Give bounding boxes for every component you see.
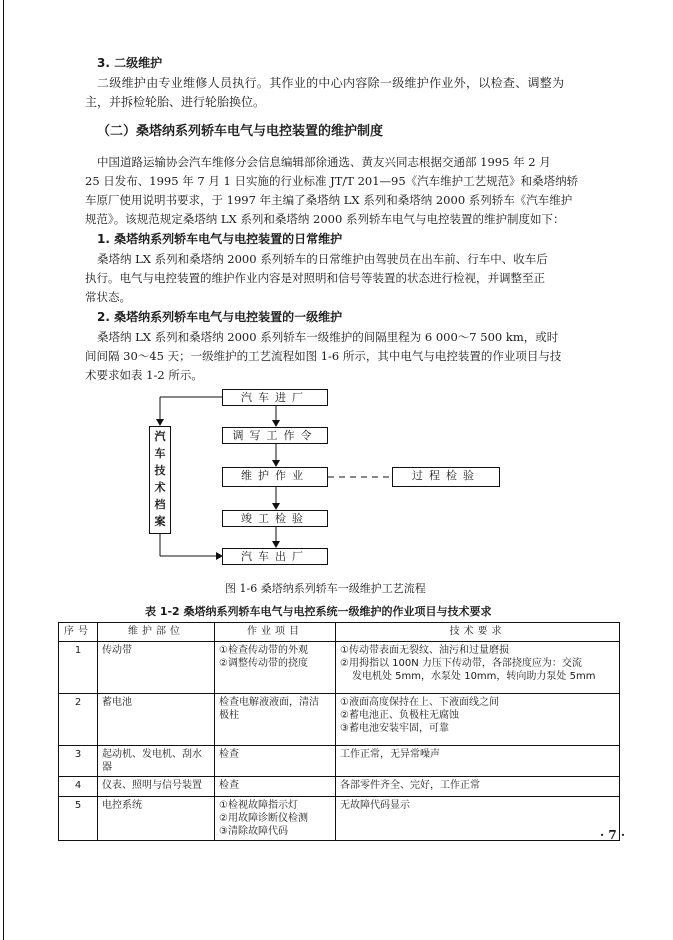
table-row <box>59 642 620 694</box>
req-line: 工作正常，无异常噪声 <box>340 749 440 760</box>
cell-ops <box>215 694 336 746</box>
flow-step-work-order: 调写工作令 <box>222 427 328 444</box>
flow-step-maintenance: 维护作业 <box>222 467 328 487</box>
section-3-line: 二级维护由专业维修人员执行。其作业的中心内容除一级维护作业外，以检查、调整为 <box>97 76 565 90</box>
op-line: ②调整传动带的挠度 <box>219 658 308 669</box>
op-line: 检查 <box>219 749 239 760</box>
archive-char: 汽 <box>154 430 166 443</box>
cell-part: 仪表、照明与信号装置 <box>98 777 215 797</box>
cell-req <box>336 746 620 777</box>
cell-part: 电控系统 <box>98 797 215 841</box>
op-line: ①检查传动带的外观 <box>219 645 308 656</box>
cell-req <box>336 777 620 797</box>
maintenance-table <box>58 622 620 841</box>
flow-step-vehicle-in: 汽车进厂 <box>222 389 328 406</box>
cell-part: 传动带 <box>98 642 215 694</box>
table-row <box>59 694 620 746</box>
cell-ops <box>215 642 336 694</box>
op-line: 检查 <box>219 780 239 791</box>
item-2-line: 桑塔纳 LX 系列和桑塔纳 2000 系列轿车一级维护的间隔里程为 6 000～7 500 km，或时 <box>97 330 559 344</box>
cell-part: 起动机、发电机、刮水器 <box>98 746 215 777</box>
item-1-heading: 1. 桑塔纳系列轿车电气与电控装置的日常维护 <box>97 232 343 246</box>
intro-line: 25 日发布、1995 年 7 月 1 日实施的行业标准 JT/T 201—95《汽车维护工艺规范》和桑塔纳轿 <box>85 174 579 188</box>
header-no: 序号 <box>59 623 98 642</box>
flow-process-inspection: 过程检验 <box>392 467 500 487</box>
archive-char: 术 <box>154 481 166 494</box>
item-1-line: 常状态。 <box>85 290 131 304</box>
req-line: ②蓄电池正、负极柱无腐蚀 <box>340 710 459 721</box>
section-3-heading: 3. 二级维护 <box>97 56 163 70</box>
cell-ops <box>215 746 336 777</box>
table-header-row <box>59 623 620 642</box>
cell-req <box>336 694 620 746</box>
cell-req <box>336 642 620 694</box>
req-line: ①传动带表面无裂纹、油污和过量磨损 <box>340 645 509 656</box>
item-2-line: 术要求如表 1-2 所示。 <box>85 368 203 382</box>
req-line: ①液面高度保持在上、下液面线之间 <box>340 697 499 708</box>
section-3-line: 主，并拆检轮胎、进行轮胎换位。 <box>85 95 266 109</box>
op-line: ③清除故障代码 <box>219 826 288 837</box>
cell-no: 1 <box>59 642 98 694</box>
header-part: 维护部位 <box>98 623 215 642</box>
page-number: · 7 · <box>600 828 626 842</box>
op-line: ②用故障诊断仪检测 <box>219 813 308 824</box>
req-line: 无故障代码显示 <box>340 800 410 811</box>
req-line: ②用拇指以 100N 力压下传动带，各部挠度应为：交流 <box>340 658 582 669</box>
header-ops: 作业项目 <box>215 623 336 642</box>
table-row <box>59 797 620 841</box>
op-line: 极柱 <box>219 710 239 721</box>
archive-char: 技 <box>154 464 166 477</box>
flow-step-completion-check: 竣工检验 <box>222 510 328 527</box>
table-row <box>59 777 620 797</box>
req-line: 各部零件齐全、完好，工作正常 <box>340 780 480 791</box>
item-2-heading: 2. 桑塔纳系列轿车电气与电控装置的一级维护 <box>97 310 343 324</box>
item-1-line: 执行。电气与电控装置的维护作业内容是对照明和信号等装置的状态进行检视，并调整至正 <box>85 271 545 285</box>
flow-step-vehicle-out: 汽车出厂 <box>222 548 328 565</box>
subsection-heading: （二）桑塔纳系列轿车电气与电控装置的维护制度 <box>97 124 384 139</box>
req-line: ③蓄电池安装牢固，可靠 <box>340 723 449 734</box>
cell-ops <box>215 797 336 841</box>
archive-char: 案 <box>154 515 166 528</box>
cell-no: 5 <box>59 797 98 841</box>
table-row <box>59 746 620 777</box>
archive-char: 车 <box>154 447 166 460</box>
flow-vehicle-tech-archive <box>149 426 171 534</box>
cell-ops <box>215 777 336 797</box>
cell-req <box>336 797 620 841</box>
op-line: ①检视故障指示灯 <box>219 800 298 811</box>
archive-char: 档 <box>154 498 166 511</box>
cell-part: 蓄电池 <box>98 694 215 746</box>
intro-line: 车原厂使用说明书要求，于 1997 年主编了桑塔纳 LX 系列和桑塔纳 2000 系列轿车《汽车维护 <box>85 193 573 207</box>
header-req: 技术要求 <box>336 623 620 642</box>
figure-caption: 图 1-6 桑塔纳系列轿车一级维护工艺流程 <box>225 582 426 595</box>
cell-no: 2 <box>59 694 98 746</box>
intro-line: 规范》。该规范规定桑塔纳 LX 系列和桑塔纳 2000 系列轿车电气与电控装置的维护制度如下： <box>85 212 565 226</box>
intro-line: 中国道路运输协会汽车维修分会信息编辑部徐通选、黄友兴同志根据交通部 1995 年 2 月 <box>97 155 551 169</box>
item-1-line: 桑塔纳 LX 系列和桑塔纳 2000 系列轿车的日常维护由驾驶员在出车前、行车中、收车后 <box>97 252 548 266</box>
op-line: 检查电解液液面，清洁 <box>219 697 319 708</box>
item-2-line: 间间隔 30～45 天；一级维护的工艺流程如图 1-6 所示，其中电气与电控装置的作业项目与技 <box>85 349 562 363</box>
table-title: 表 1-2 桑塔纳系列轿车电气与电控系统一级维护的作业项目与技术要求 <box>145 605 492 618</box>
req-line: 发电机处 5mm，水泵处 10mm，转向助力泵处 5mm <box>352 671 596 682</box>
cell-no: 3 <box>59 746 98 777</box>
cell-no: 4 <box>59 777 98 797</box>
